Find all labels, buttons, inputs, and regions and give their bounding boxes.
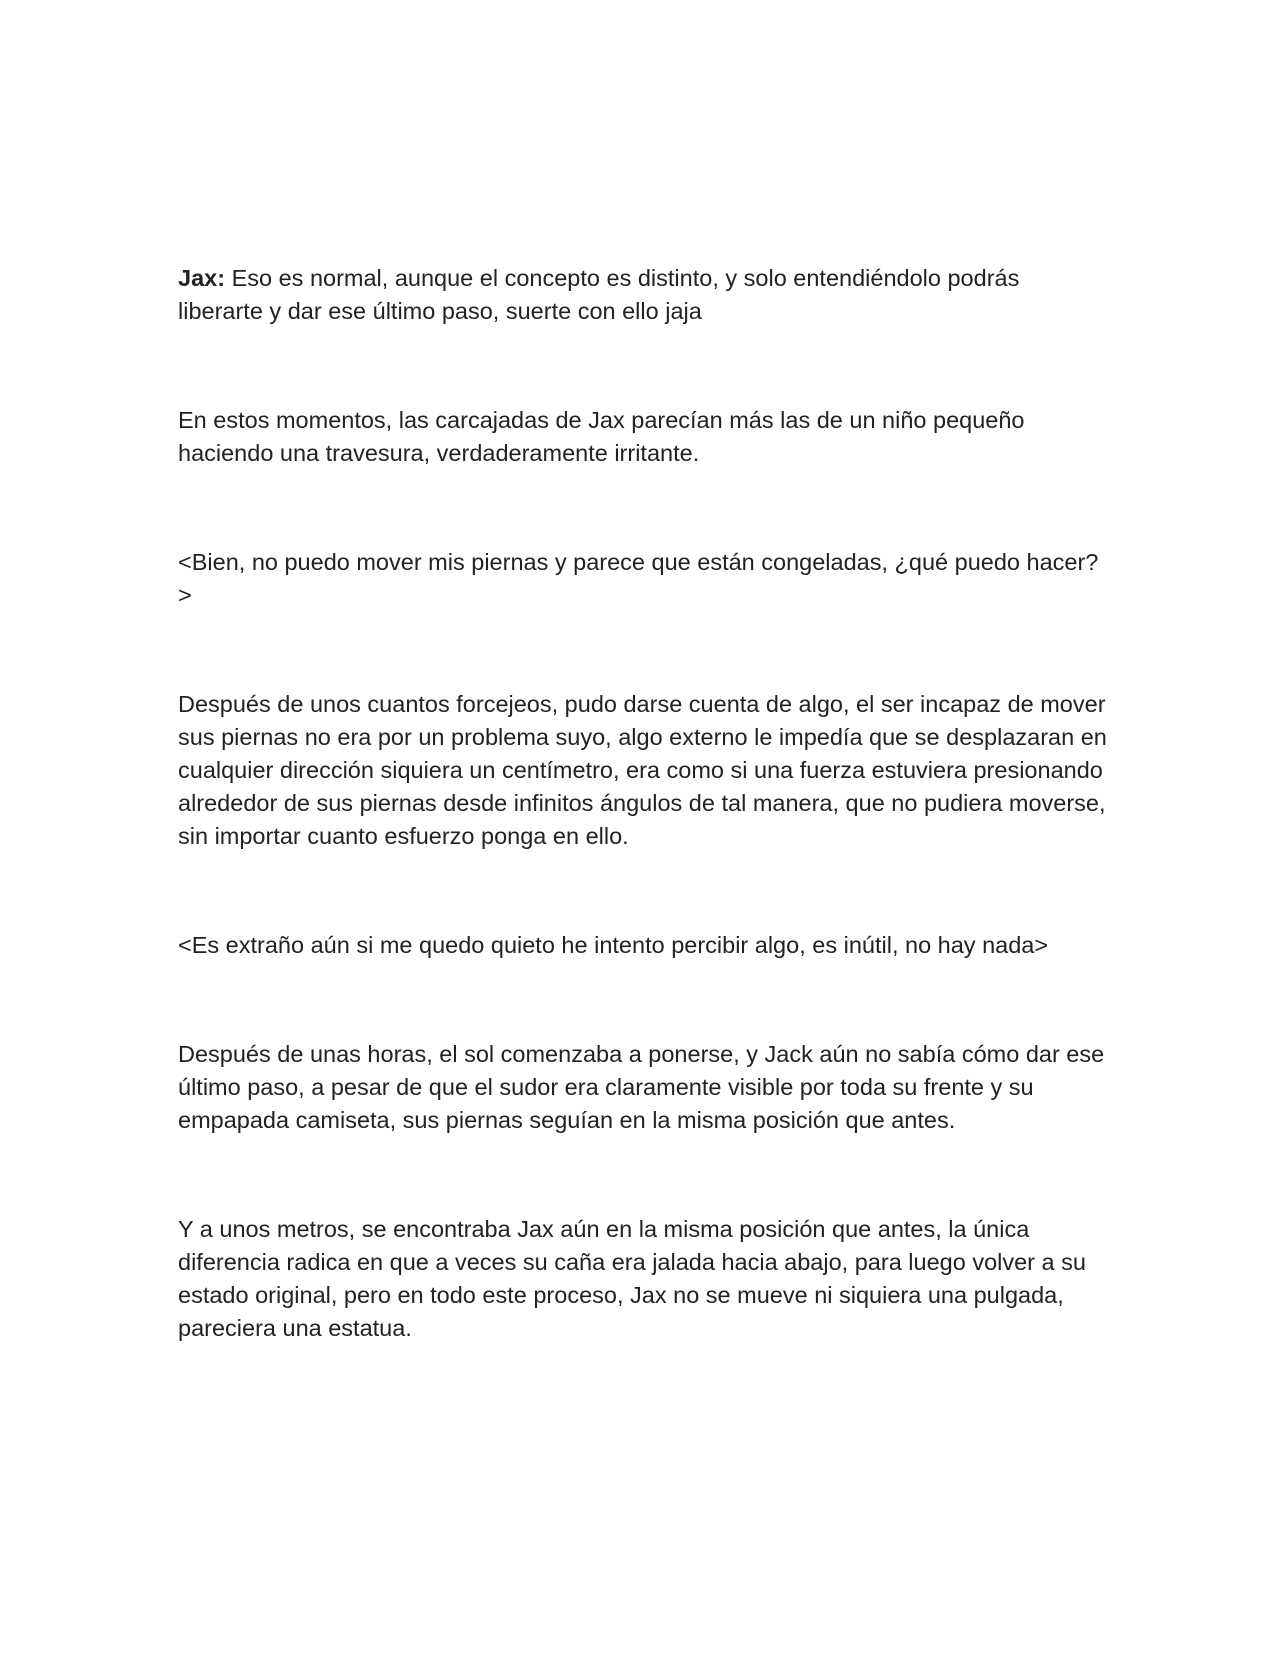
paragraph: Después de unos cuantos forcejeos, pudo darse cuenta de algo, el ser incapaz de mover sus piernas no era por un problema suyo, algo externo le impedía que se desplazaran en cualquier dirección siquiera un centímetro, era como si una fuerza estuviera presionando alrededor de sus piernas desde infinitos ángulos de tal manera, que no pudiera moverse, sin importar cuanto esfuerzo ponga en ello.: [178, 691, 1107, 849]
speaker-label: Jax:: [178, 265, 226, 291]
paragraph: Y a unos metros, se encontraba Jax aún en la misma posición que antes, la única diferencia radica en que a veces su caña era jalada hacia abajo, para luego volver a su estado original, pero en todo este proceso, Jax no se mueve ni siquiera una pulgada, pareciera una estatua.: [178, 1216, 1086, 1341]
paragraph-dialogue-jax: [178, 262, 1108, 328]
paragraph: En estos momentos, las carcajadas de Jax parecían más las de un niño pequeño haciendo una travesura, verdaderamente irritante.: [178, 407, 1025, 466]
paragraph-thought: <Bien, no puedo mover mis piernas y parece que están congeladas, ¿qué puedo hacer?>: [178, 549, 1099, 608]
paragraph-thought: <Es extraño aún si me quedo quieto he intento percibir algo, es inútil, no hay nada>: [178, 932, 1049, 958]
paragraph: Después de unas horas, el sol comenzaba a ponerse, y Jack aún no sabía cómo dar ese último paso, a pesar de que el sudor era claramente visible por toda su frente y su empapada camiseta, sus piernas seguían en la misma posición que antes.: [178, 1041, 1105, 1133]
dialogue-text: Eso es normal, aunque el concepto es distinto, y solo entendiéndolo podrás liberarte y dar ese último paso, suerte con ello jaja: [178, 265, 1020, 324]
document-body: [178, 262, 1108, 1421]
